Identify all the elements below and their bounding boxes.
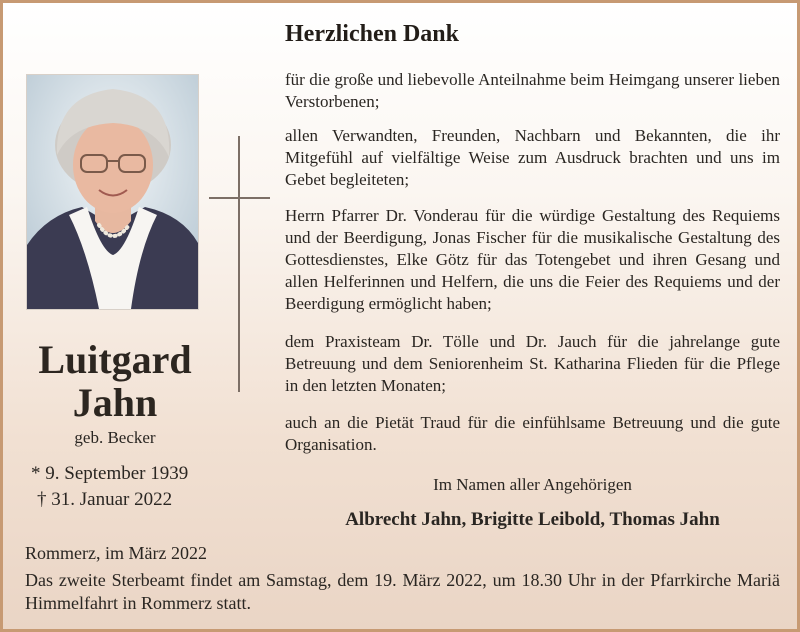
portrait-photo [27,75,198,309]
place-date: Rommerz, im März 2022 [25,543,207,563]
birth-date: * 9. September 1939 [31,463,189,484]
deceased-first-name: Luitgard [38,337,192,382]
cross-icon-bar [209,197,270,199]
cross-icon [238,136,240,392]
thanks-paragraph: Herrn Pfarrer Dr. Vonderau für die würdige Gestaltung des Requiems und der Beerdigung, Jonas Fischer für die musikalische Gestaltung des Gottesdienstes, Elke Götz für das Totengebet und ihren Gesang und allen Helferinnen und Helfern, die uns die Feier des Requiems und der Beerdigung ermöglicht haben; [285,206,780,313]
signers: Albrecht Jahn, Brigitte Leibold, Thomas Jahn [345,509,720,530]
thanks-paragraph: auch an die Pietät Traud für die einfühlsame Betreuung und die gute Organisation. [285,413,780,454]
signature-intro: Im Namen aller Angehörigen [433,475,632,494]
maiden-name: geb. Becker [74,428,156,447]
thanks-paragraph: für die große und liebevolle Anteilnahme beim Heimgang unserer lieben Verstorbenen; [285,70,780,111]
thanks-paragraph: dem Praxisteam Dr. Tölle und Dr. Jauch für die jahrelange gute Betreuung und dem Seniorenheim St. Katharina Flieden für die Pflege in den letzten Monaten; [285,332,780,395]
deceased-last-name: Jahn [72,380,158,425]
thanks-paragraph: allen Verwandten, Freunden, Nachbarn und Bekannten, die ihr Mitgefühl auf vielfältige Weise zum Ausdruck brachten und uns im Gebet begleiteten; [285,126,780,189]
notice-heading: Herzlichen Dank [285,21,459,47]
death-date: † 31. Januar 2022 [37,489,173,510]
service-note: Das zweite Sterbeamt findet am Samstag, dem 19. März 2022, um 18.30 Uhr in der Pfarrkirche Mariä Himmelfahrt in Rommerz statt. [25,570,780,613]
